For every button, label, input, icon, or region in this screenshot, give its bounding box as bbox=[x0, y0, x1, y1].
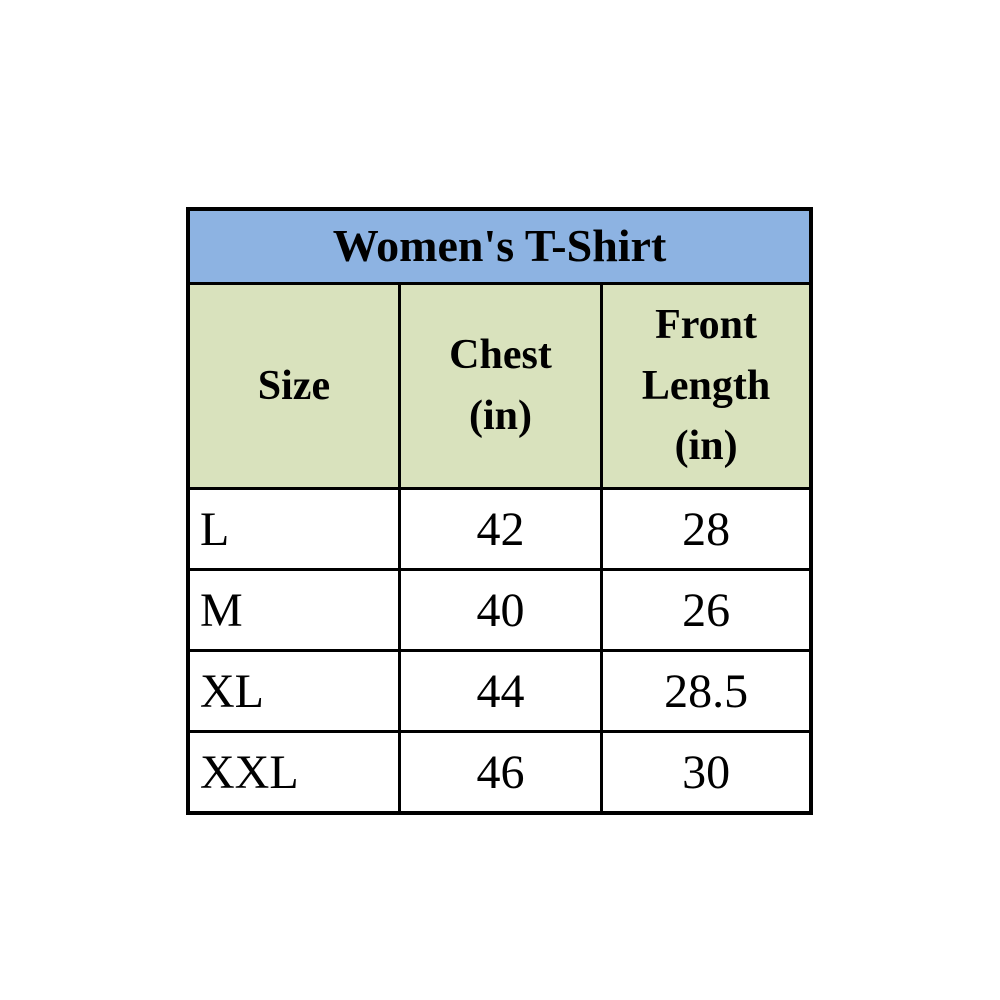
column-header-size bbox=[188, 284, 399, 489]
front-length-cell: 26 bbox=[602, 570, 811, 651]
chest-cell: 42 bbox=[399, 489, 601, 570]
size-chart-table bbox=[186, 207, 813, 815]
front-length-cell: 28.5 bbox=[602, 651, 811, 732]
column-header-chest bbox=[399, 284, 601, 489]
table-row bbox=[188, 570, 811, 651]
chest-cell: 40 bbox=[399, 570, 601, 651]
header-line: Front bbox=[655, 301, 757, 348]
size-cell: XXL bbox=[188, 732, 399, 814]
header-line: (in) bbox=[469, 393, 532, 439]
title-row bbox=[188, 209, 811, 284]
table-row bbox=[188, 732, 811, 814]
front-length-cell: 28 bbox=[602, 489, 811, 570]
front-length-cell: 30 bbox=[602, 732, 811, 814]
header-row bbox=[188, 284, 811, 489]
size-chart bbox=[186, 207, 813, 815]
size-cell: M bbox=[188, 570, 399, 651]
header-line: Chest bbox=[449, 332, 552, 379]
table-row bbox=[188, 489, 811, 570]
table-title: Women's T-Shirt bbox=[188, 209, 811, 284]
header-line: Size bbox=[257, 362, 331, 409]
chest-cell: 44 bbox=[399, 651, 601, 732]
header-line: (in) bbox=[674, 423, 738, 470]
chest-cell: 46 bbox=[399, 732, 601, 814]
size-cell: XL bbox=[188, 651, 399, 732]
size-cell: L bbox=[188, 489, 399, 570]
table-row bbox=[188, 651, 811, 732]
column-header-front-length bbox=[602, 284, 811, 489]
header-line: Length bbox=[641, 362, 771, 409]
